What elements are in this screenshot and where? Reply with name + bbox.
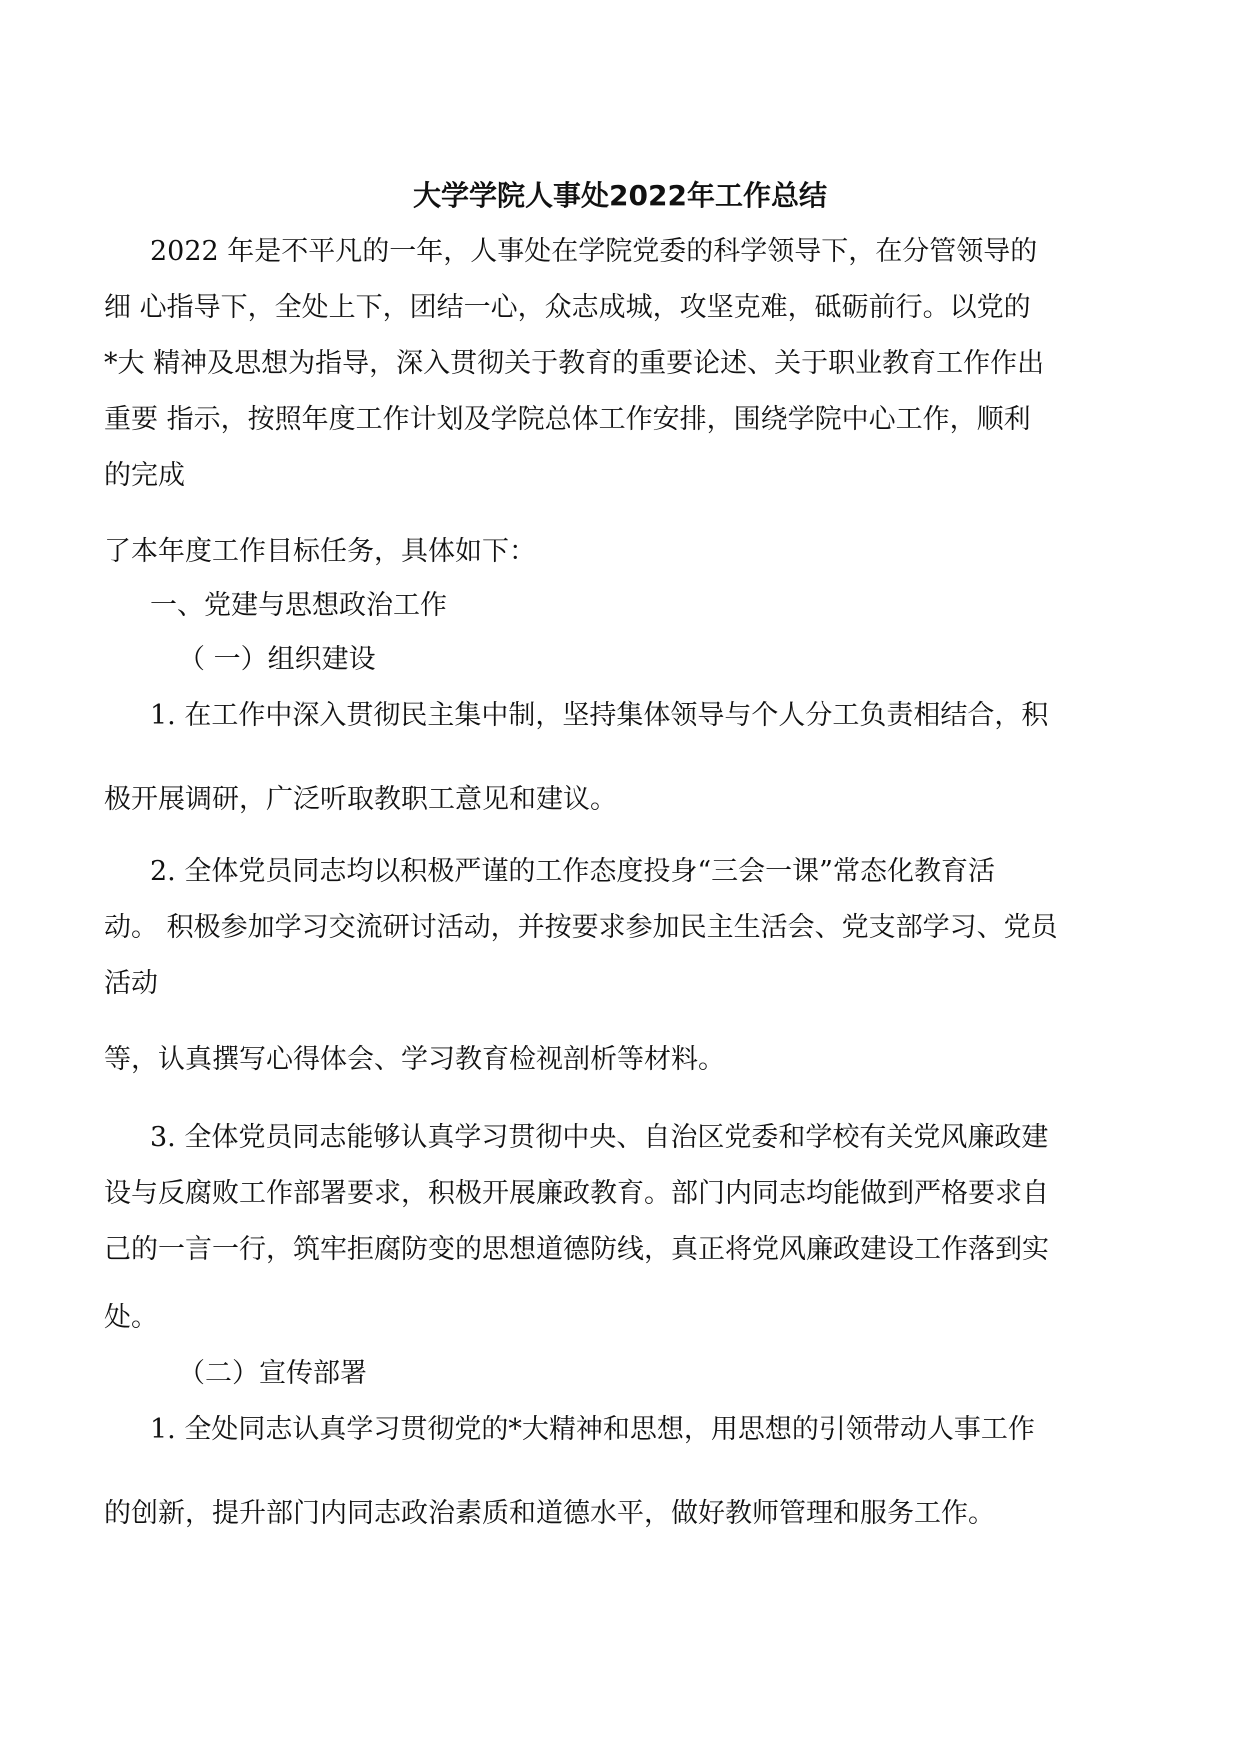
paragraph-line: 的完成 [104,460,185,491]
paragraph-line: 1. 全处同志认真学习贯彻党的*大精神和思想，用思想的引领带动人事工作 [150,1414,1035,1445]
section-heading: 一、党建与思想政治工作 [150,590,447,621]
subsection-heading: （ 一）组织建设 [178,644,376,675]
paragraph-line: *大 精神及思想为指导，深入贯彻关于教育的重要论述、关于职业教育工作作出 [104,348,1045,379]
paragraph-line: 3. 全体党员同志能够认真学习贯彻中央、自治区党委和学校有关党风廉政建 [150,1122,1049,1153]
paragraph-line: 重要 指示，按照年度工作计划及学院总体工作安排，围绕学院中心工作，顺利 [104,404,1031,435]
subsection-heading: （二）宣传部署 [178,1358,367,1389]
document-title: 大学学院人事处2022年工作总结 [413,179,827,212]
paragraph-line: 2. 全体党员同志均以积极严谨的工作态度投身“三会一课”常态化教育活 [150,856,995,887]
paragraph-line: 设与反腐败工作部署要求，积极开展廉政教育。部门内同志均能做到严格要求自 [104,1178,1049,1209]
paragraph-line: 2022 年是不平凡的一年，人事处在学院党委的科学领导下，在分管领导的 [150,236,1038,267]
paragraph-line: 细 心指导下，全处上下，团结一心，众志成城，攻坚克难，砥砺前行。以党的 [104,292,1031,323]
paragraph-line: 了本年度工作目标任务，具体如下： [104,536,536,567]
paragraph-line: 极开展调研，广泛听取教职工意见和建议。 [104,784,617,815]
paragraph-line: 动。 积极参加学习交流研讨活动，并按要求参加民主生活会、党支部学习、党员 [104,912,1058,943]
paragraph-line: 的创新，提升部门内同志政治素质和道德水平，做好教师管理和服务工作。 [104,1498,995,1529]
paragraph-line: 1. 在工作中深入贯彻民主集中制，坚持集体领导与个人分工负责相结合，积 [150,700,1049,731]
paragraph-line: 活动 [104,968,158,999]
paragraph-line: 等，认真撰写心得体会、学习教育检视剖析等材料。 [104,1044,725,1075]
paragraph-line: 处。 [104,1302,158,1333]
paragraph-line: 己的一言一行，筑牢拒腐防变的思想道德防线，真正将党风廉政建设工作落到实 [104,1234,1049,1265]
